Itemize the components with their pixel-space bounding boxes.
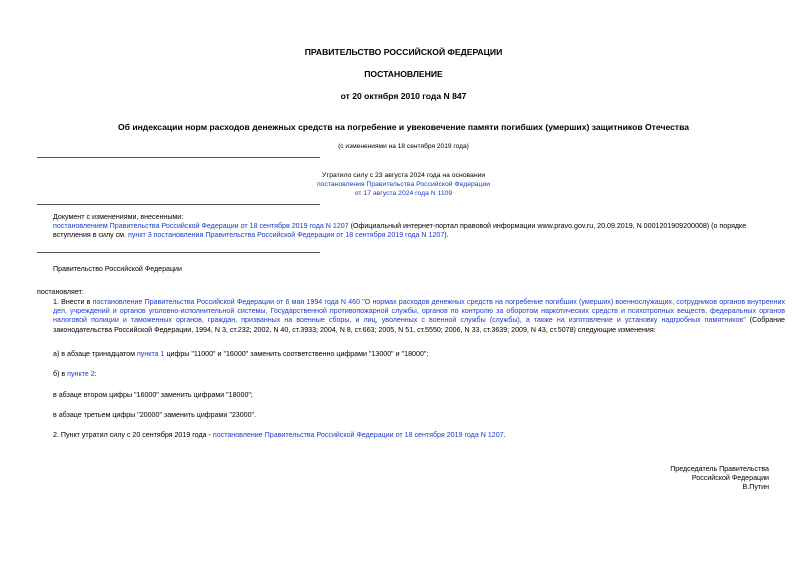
paragraph-2-tail: . (503, 431, 506, 439)
signature-block (670, 465, 769, 493)
subpoint-b-line-1: в абзаце втором цифры "16000" заменить цифрами "18000"; (53, 391, 253, 399)
changes-note: (с изменениями на 18 сентября 2019 года) (338, 143, 469, 150)
paragraph-2-lead: 2. Пункт утратил силу с 20 сентября 2019 года - (53, 431, 213, 439)
divider (37, 252, 320, 253)
document-date-number: от 20 октября 2010 года N 847 (340, 91, 467, 101)
signature-title-2: Российской Федерации (691, 474, 769, 483)
subpoint-a-tail: цифры "11000" и "16000" заменить соответственно цифрами "13000" и "18000"; (164, 350, 429, 358)
decree-1207-link[interactable]: постановление Правительства Российской Федерации от 18 сентября 2019 года N 1207 (212, 431, 504, 439)
point-2-link[interactable]: пункте 2 (67, 370, 95, 378)
paragraph-1-tail: (Собрание законодательства Российской Федерации, 1994, N 3, ст.232; 2002, N 40, ст.3933; 2004, N 8, ст.663; 2005, N 51, ст.5550; 2006, N 33, ст.3639; 2009, N 43, ст.5078) следующие изменения: (53, 316, 785, 334)
decrees: постановляет: (37, 288, 84, 296)
lapsed-note (0, 172, 807, 198)
point-1-link[interactable]: пункта 1 (136, 350, 165, 358)
document-title: Об индексации норм расходов денежных средств на погребение и увековечение памяти погибших (умерших) защитников Отечества (117, 122, 690, 132)
subpoint-b (37, 370, 785, 379)
subpoint-b-line-2: в абзаце третьем цифры "20000" заменить цифрами "23000". (53, 411, 257, 419)
subpoint-a-lead: а) в абзаце тринадцатом (53, 350, 137, 358)
signature-name: В.Путин (742, 483, 769, 492)
paragraph-1 (37, 298, 785, 335)
government-heading: ПРАВИТЕЛЬСТВО РОССИЙСКОЙ ФЕДЕРАЦИИ (304, 47, 503, 57)
paragraph-2 (37, 431, 785, 440)
subpoint-b-tail: : (94, 370, 97, 378)
subject: Правительство Российской Федерации (53, 265, 182, 273)
divider (37, 204, 320, 205)
paragraph-1-lead: 1. Внести в (53, 298, 93, 306)
amendment-close: ). (444, 231, 449, 240)
amendment-effective-link[interactable]: пункт 3 постановления Правительства Российской Федерации от 18 сентября 2019 года N 1207 (128, 231, 445, 240)
signature-title-1: Председатель Правительства (670, 465, 769, 473)
amendments-block (37, 213, 769, 241)
lapsed-link-date[interactable]: от 17 августа 2024 года N 1109 (354, 189, 453, 197)
amendment-link[interactable]: постановлением Правительства Российской Федерации от 18 сентября 2019 года N 1207 (53, 222, 349, 231)
divider (37, 157, 320, 158)
amendments-intro: Документ с изменениями, внесенными: (53, 213, 184, 221)
amendment-source: (Официальный интернет-портал правовой информации www.pravo.gov.ru, 20.09.2019, N 0001201909200008) (о порядке вступления в силу см. (53, 222, 747, 240)
lapsed-line: Утратило силу с 23 августа 2024 года на основании (321, 172, 486, 179)
lapsed-link-decree[interactable]: постановления Правительства Российской Федерации (316, 180, 491, 188)
decree-460-link[interactable]: постановление Правительства Российской Федерации от 6 мая 1994 года N 460 "О нормах расходов денежных средств на погребение погибших (умерших) военнослужащих, сотрудников органов внутренних дел, учреждений и органов уголовно-исполнительной системы, Государственной противопожарной службы, органов по контролю за оборотом наркотических средств и психотропных веществ, федеральных органов налоговой полиции и таможенных органов, граждан, призванных на военные сборы, и лиц, уволенных с военной службы (службы), а также на изготовление и установку надгробных памятников" (53, 298, 785, 325)
subpoint-a (37, 350, 785, 359)
document-type: ПОСТАНОВЛЕНИЕ (364, 69, 443, 79)
subpoint-b-lead: б) в (53, 370, 68, 378)
amendments-text (37, 222, 769, 240)
